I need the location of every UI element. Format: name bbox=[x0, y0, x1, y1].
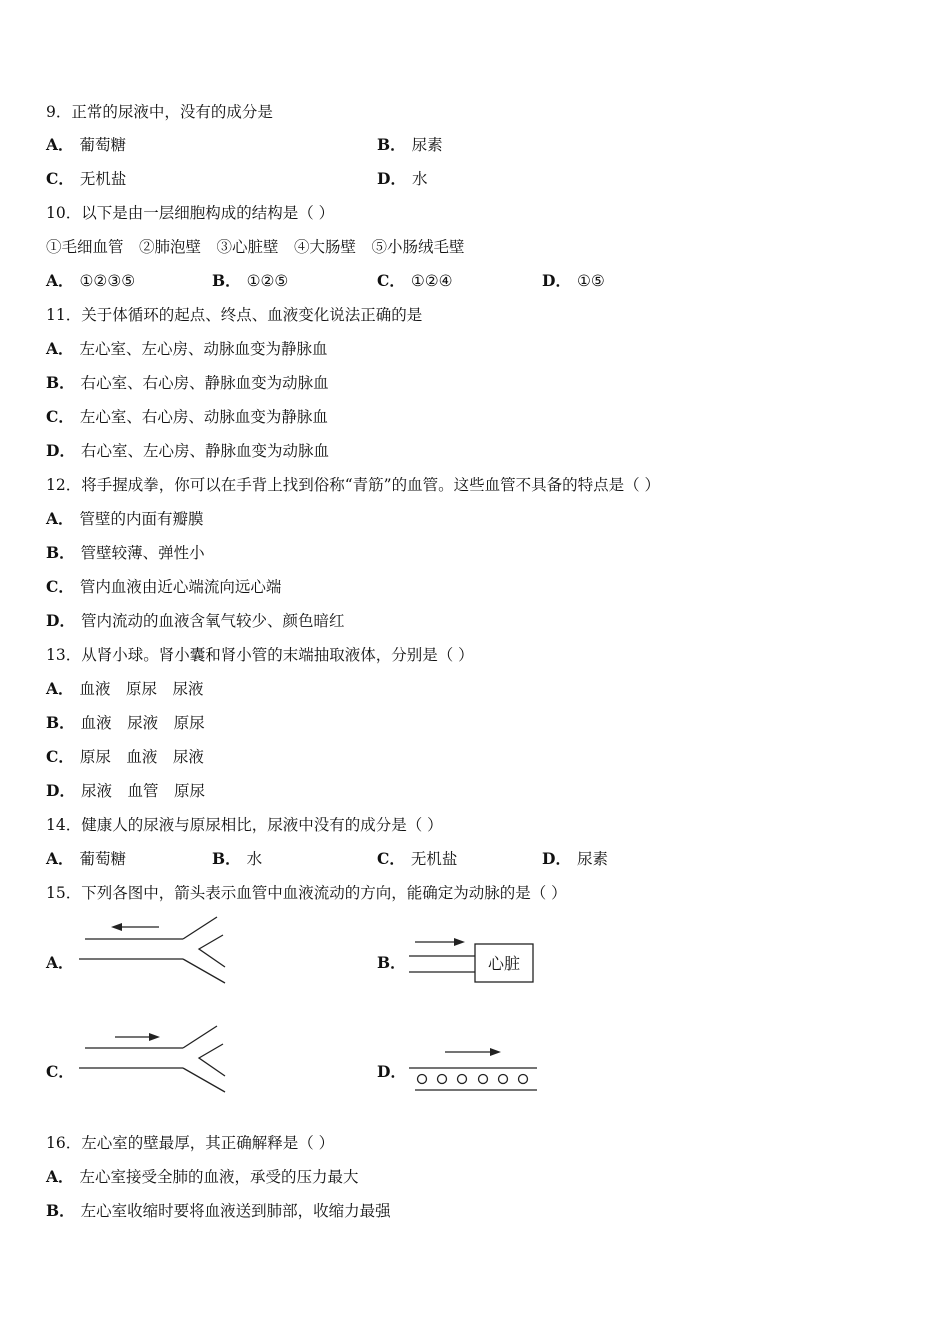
question-16-option-a[interactable]: A． 左心室接受全肺的血液，承受的压力最大 bbox=[46, 1167, 359, 1186]
question-14-option-a[interactable]: A． 葡萄糖 bbox=[46, 849, 127, 868]
question-15-option-d[interactable]: D． bbox=[377, 1062, 406, 1081]
arrow-right-head-icon bbox=[490, 1048, 501, 1056]
question-10-stem: 10．以下是由一层细胞构成的结构是（ ） bbox=[46, 204, 335, 222]
question-16-stem: 16．左心室的壁最厚，其正确解释是（ ） bbox=[46, 1134, 335, 1152]
diagram-b bbox=[405, 932, 540, 986]
question-9-option-c[interactable]: C． 无机盐 bbox=[46, 169, 127, 188]
question-12-option-b[interactable]: B． 管壁较薄、弹性小 bbox=[46, 543, 205, 562]
question-13-stem: 13．从肾小球。肾小囊和肾小管的末端抽取液体，分别是（ ） bbox=[46, 646, 474, 664]
diagram-c-upper-branch-outer bbox=[183, 1026, 217, 1048]
question-11-stem: 11．关于体循环的起点、终点、血液变化说法正确的是 bbox=[46, 306, 423, 324]
diagram-a-upper-branch-outer bbox=[183, 917, 217, 939]
diagram-c-fork-inner bbox=[199, 1044, 225, 1076]
blood-cell bbox=[418, 1075, 427, 1084]
question-9-stem: 9．正常的尿液中，没有的成分是 bbox=[46, 103, 273, 121]
question-14-option-b[interactable]: B． 水 bbox=[212, 849, 263, 868]
question-11-option-d[interactable]: D． 右心室、左心房、静脉血变为动脉血 bbox=[46, 441, 329, 460]
blood-cell bbox=[479, 1075, 488, 1084]
question-15-stem: 15．下列各图中，箭头表示血管中血液流动的方向，能确定为动脉的是（ ） bbox=[46, 884, 567, 902]
question-11-option-a[interactable]: A． 左心室、左心房、动脉血变为静脉血 bbox=[46, 339, 328, 358]
question-14-option-d[interactable]: D． 尿素 bbox=[542, 849, 608, 868]
question-10-option-c[interactable]: C． ①②④ bbox=[377, 271, 453, 290]
question-13-option-a[interactable]: A． 血液 原尿 尿液 bbox=[46, 679, 204, 698]
question-12-option-d[interactable]: D． 管内流动的血液含氧气较少、颜色暗红 bbox=[46, 611, 345, 630]
question-12-stem: 12．将手握成拳，你可以在手背上找到俗称“青筋”的血管。这些血管不具备的特点是（ ） bbox=[46, 476, 661, 494]
question-14-stem: 14．健康人的尿液与原尿相比，尿液中没有的成分是（ ） bbox=[46, 816, 443, 834]
question-15-option-a[interactable]: A． bbox=[46, 953, 74, 972]
question-9-option-d[interactable]: D． 水 bbox=[377, 169, 428, 188]
question-10-option-a[interactable]: A． ①②③⑤ bbox=[46, 271, 136, 290]
diagram-a-fork-inner bbox=[199, 935, 225, 967]
arrow-right-head-icon bbox=[454, 938, 465, 946]
question-14-option-c[interactable]: C． 无机盐 bbox=[377, 849, 458, 868]
diagram-a bbox=[75, 915, 235, 987]
blood-cell bbox=[499, 1075, 508, 1084]
arrow-right-head-icon bbox=[149, 1033, 160, 1041]
question-11-option-c[interactable]: C． 左心室、右心房、动脉血变为静脉血 bbox=[46, 407, 328, 426]
question-11-option-b[interactable]: B． 右心室、右心房、静脉血变为动脉血 bbox=[46, 373, 329, 392]
question-13-option-c[interactable]: C． 原尿 血液 尿液 bbox=[46, 747, 204, 766]
question-12-option-a[interactable]: A． 管壁的内面有瓣膜 bbox=[46, 509, 204, 528]
diagram-d bbox=[405, 1042, 545, 1096]
blood-cell bbox=[519, 1075, 528, 1084]
question-10-option-b[interactable]: B． ①②⑤ bbox=[212, 271, 289, 290]
question-13-option-b[interactable]: B． 血液 尿液 原尿 bbox=[46, 713, 205, 732]
blood-cell bbox=[438, 1075, 447, 1084]
arrow-left-head-icon bbox=[111, 923, 122, 931]
heart-label: 心脏 bbox=[487, 954, 521, 973]
blood-cell bbox=[458, 1075, 467, 1084]
question-15-option-b[interactable]: B． bbox=[377, 953, 406, 972]
question-15-option-c[interactable]: C． bbox=[46, 1062, 74, 1081]
question-16-option-b[interactable]: B． 左心室收缩时要将血液送到肺部，收缩力最强 bbox=[46, 1201, 391, 1220]
question-10-items: ①毛细血管 ②肺泡壁 ③心脏壁 ④大肠壁 ⑤小肠绒毛壁 bbox=[46, 238, 465, 256]
question-9-option-a[interactable]: A． 葡萄糖 bbox=[46, 135, 127, 154]
question-10-option-d[interactable]: D． ①⑤ bbox=[542, 271, 605, 290]
question-13-option-d[interactable]: D． 尿液 血管 原尿 bbox=[46, 781, 205, 800]
diagram-c bbox=[75, 1024, 235, 1096]
question-9-option-b[interactable]: B． 尿素 bbox=[377, 135, 443, 154]
question-12-option-c[interactable]: C． 管内血液由近心端流向远心端 bbox=[46, 577, 282, 596]
